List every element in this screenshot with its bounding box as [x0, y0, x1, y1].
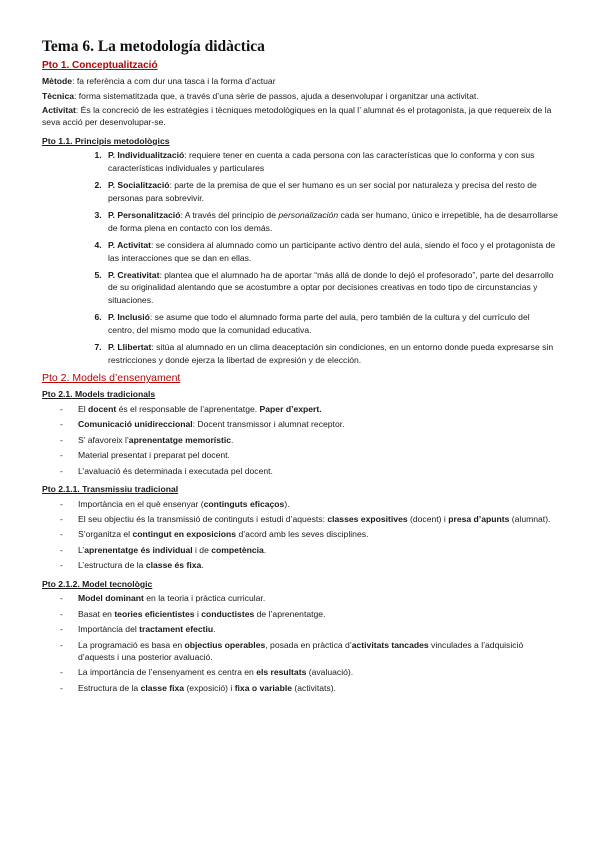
- list-item-bold-text: aprenentatge és individual: [84, 544, 193, 555]
- list-item-bold-text: docent: [88, 403, 117, 414]
- list-item-text: i: [194, 608, 202, 619]
- list-item-text: de l’aprenentatge.: [254, 608, 326, 619]
- principle-text-end: cada ser humano, único e irrepetible, ha de desarrollarse de forma plena en contacto con los demás.: [108, 210, 558, 233]
- list-item-text: vinculades a l’adquisició d’aquests i una posterior avaluació.: [78, 639, 524, 663]
- definition-metode: [42, 75, 558, 87]
- subsection-2-1-heading: Pto 2.1. Models tradicionals: [42, 389, 156, 400]
- list-item-text: , posada en pràctica d’: [265, 639, 352, 650]
- list-item-bold-text: Comunicació unidireccional: [78, 419, 193, 430]
- list-item: [60, 418, 558, 430]
- list-item-bold-text: fixa o variable: [234, 682, 293, 693]
- list-item-bold-text: competència: [211, 544, 264, 555]
- list-item-text: (avaluació).: [306, 667, 354, 678]
- list-item: [60, 528, 558, 540]
- list-item-bold-text: Paper d’expert.: [259, 403, 322, 414]
- list-item-bold-text: conductistes: [201, 608, 255, 619]
- list-item-text: .: [231, 434, 234, 445]
- principle-item: [104, 269, 558, 306]
- principle-item: [104, 239, 558, 264]
- subsection-1-1-heading: Pto 1.1. Principis metodològics: [42, 135, 170, 146]
- definition-text: : És la concreció de les estratègies i tècniques metodològiques en la qual l’ alumnat és el protagonista, ja que requereix de la seva acció per desenvolupar-se.: [42, 105, 552, 128]
- list-item: [60, 498, 558, 510]
- list-item: [60, 592, 558, 604]
- list-item-text: (alumnat).: [509, 513, 551, 524]
- list-item: [60, 544, 558, 556]
- list-item-text: .: [201, 560, 204, 571]
- list-item-text: El: [78, 403, 89, 414]
- principle-term: P. Inclusió: [108, 312, 150, 323]
- list-item-text: L’: [78, 544, 85, 555]
- list-item-bold-text: els resultats: [256, 667, 307, 678]
- section-1-heading: Pto 1. Conceptualització: [42, 59, 158, 71]
- list-item-text: L’avaluació és determinada i executada pel docent.: [78, 465, 273, 476]
- principle-term: P. Individualització: [108, 150, 185, 161]
- list-item-text: d’acord amb les seves disciplines.: [236, 529, 369, 540]
- list-item: [60, 434, 558, 446]
- principle-text: : requiere tener en cuenta a cada persona con las características que lo conforma y con sus características individuales y particulares: [108, 150, 535, 173]
- list-item-bold-text: contingut en exposicions: [132, 529, 237, 540]
- principles-list: [42, 149, 558, 366]
- list-item-bold-text: activitats tancades: [351, 639, 429, 650]
- principle-emphasis: personalización: [278, 210, 339, 221]
- principle-item: [104, 209, 558, 234]
- list-item-text: Basat en: [78, 608, 115, 619]
- list-item: [60, 666, 558, 678]
- definition-term: Mètode: [42, 76, 73, 87]
- list-item-text: .: [263, 544, 267, 555]
- list-item-bold-text: tractament efectiu: [139, 624, 214, 635]
- principle-term: P. Activitat: [108, 240, 151, 251]
- list-item-text: Material presentat i preparat pel docent.: [78, 450, 230, 461]
- principle-text: : plantea que el alumnado ha de aportar “más allá de donde lo dejó el profesorado”, parte del desarrollo de su originalidad alentando que se acostumbre a optar por decisiones creativas en todo tipo de circunstancias y situaciones.: [108, 269, 554, 305]
- list-item-text: ).: [284, 498, 290, 509]
- definition-term: Tècnica: [42, 90, 75, 101]
- list-item-text: és el responsable de l’aprenentatge.: [116, 403, 260, 414]
- list-item: [60, 623, 558, 635]
- list-item-text: .: [213, 624, 216, 635]
- definition-text: : fa referència a com dur una tasca i la forma d’actuar: [72, 76, 276, 87]
- list-item-text: El seu objectiu és la transmissió de continguts i estudi d’aquests:: [78, 513, 328, 524]
- principle-item: [104, 311, 558, 336]
- list-item-text: Importància en el què ensenyar (: [78, 498, 204, 509]
- principle-text: : se considera al alumnado como un participante activo dentro del aula, siendo el foco y el protagonista de las interacciones que se dan en ellas.: [108, 240, 556, 263]
- principle-term: P. Creativitat: [108, 269, 160, 280]
- principle-text: : parte de la premisa de que el ser humano es un ser social por naturaleza y precisa del resto de personas para sobrevivir.: [108, 180, 537, 203]
- principle-term: P. Personalització: [108, 210, 181, 221]
- transmissiu-list: [42, 498, 558, 572]
- list-item-text: Estructura de la: [78, 682, 141, 693]
- list-item-text: Importància del: [78, 624, 140, 635]
- models-tradicionals-list: [42, 403, 558, 477]
- principle-item: [104, 149, 558, 174]
- list-item-bold-text: classe és fixa: [145, 560, 202, 571]
- principle-item: [104, 179, 558, 204]
- list-item-text: en la teoria i pràctica curricular.: [143, 593, 266, 604]
- definition-term: Activitat: [42, 105, 76, 115]
- principle-text: : sitúa al alumnado en un clima deaceptación sin condiciones, en un entorno donde pueda expresarse sin restricciones y donde ejerza la libertad de expresión y de elección.: [108, 342, 554, 365]
- principle-text: : se asume que todo el alumnado forma parte del aula, pero también de la cultura y del currículo del centro, del mismo modo que la comunidad educativa.: [108, 312, 530, 335]
- list-item-bold-text: teories eficientistes: [114, 608, 195, 619]
- subsection-2-1-1-heading: Pto 2.1.1. Transmissiu tradicional: [42, 484, 179, 495]
- list-item-text: (docent) i: [407, 513, 449, 524]
- list-item: [60, 449, 558, 461]
- list-item: [60, 639, 558, 664]
- list-item-text: L’estructura de la: [78, 560, 146, 571]
- list-item-bold-text: objectius operables: [184, 639, 266, 650]
- list-item-text: La importància de l’ensenyament es centra en: [78, 667, 257, 678]
- list-item-bold-text: classe fixa: [140, 682, 185, 693]
- list-item-text: S’organitza el: [78, 529, 133, 540]
- section-2-heading: Pto 2. Models d’ensenyament: [42, 372, 181, 385]
- list-item-text: (activitats).: [292, 682, 336, 693]
- list-item-bold-text: Model dominant: [78, 593, 144, 604]
- list-item: [60, 682, 558, 694]
- list-item-bold-text: continguts eficaços: [203, 498, 285, 509]
- principle-text: : A través del principio de: [180, 210, 279, 221]
- list-item-text: : Docent transmissor i alumnat receptor.: [192, 419, 345, 430]
- list-item-text: (exposició) i: [184, 682, 235, 693]
- list-item: [60, 608, 558, 620]
- list-item-text: i de: [192, 544, 212, 555]
- list-item: [60, 513, 558, 525]
- definition-activitat: [42, 104, 558, 129]
- subsection-2-1-2-heading: Pto 2.1.2. Model tecnològic: [42, 578, 153, 589]
- principle-term: P. Llibertat: [108, 342, 152, 353]
- principle-term: P. Socialització: [108, 180, 170, 191]
- tecnologic-list: [42, 592, 558, 694]
- list-item-text: La programació es basa en: [78, 639, 185, 650]
- list-item: [60, 559, 558, 571]
- list-item-bold-text: aprenentatge memorístic: [128, 434, 231, 445]
- page-title: Tema 6. La metodología didàctica: [42, 38, 265, 55]
- definition-tecnica: [42, 90, 558, 102]
- definition-text: : forma sistematitzada que, a través d’una sèrie de passos, ajuda a desenvolupar i organitzar una activitat.: [74, 90, 479, 101]
- principle-item: [104, 341, 558, 366]
- list-item-text: S’ afavoreix l’: [78, 434, 129, 445]
- list-item: [60, 403, 558, 415]
- list-item-bold-text: classes expositives: [327, 513, 408, 524]
- list-item-bold-text: presa d’apunts: [448, 513, 510, 524]
- list-item: [60, 465, 558, 477]
